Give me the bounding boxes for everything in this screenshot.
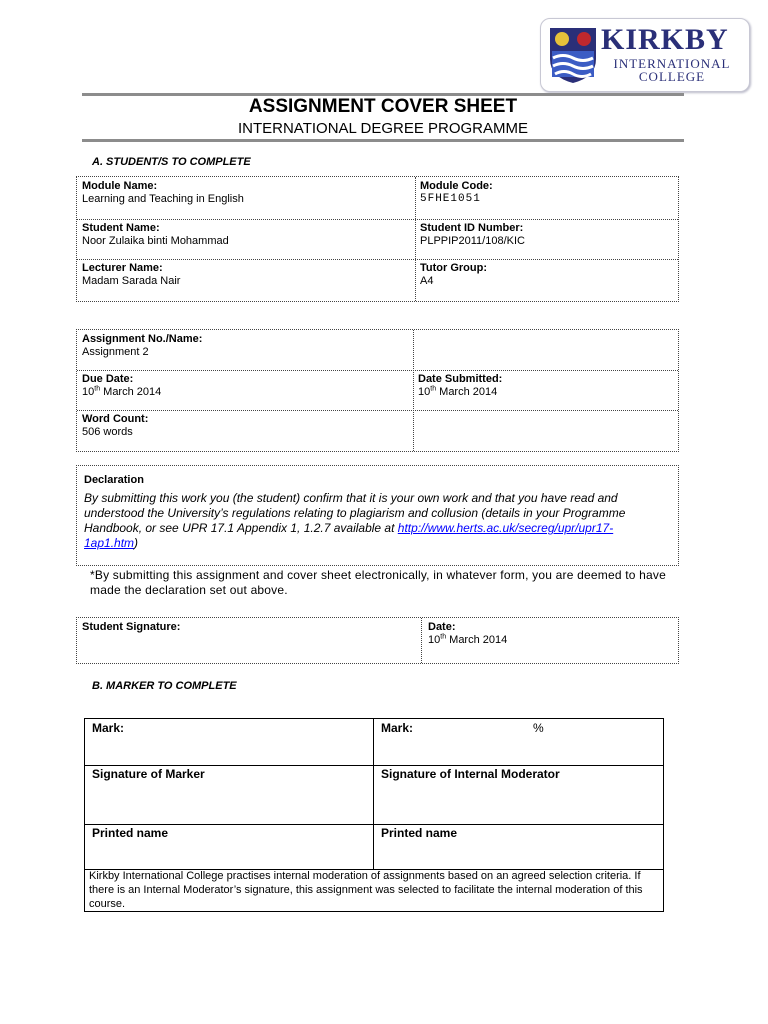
lecturer-cell	[77, 259, 415, 291]
lecturer-value: Madam Sarada Nair	[82, 275, 181, 287]
declaration-box	[76, 465, 679, 566]
student-signature-label: Student Signature:	[82, 621, 181, 633]
tutor-group-cell	[415, 259, 679, 291]
module-code-label: Module Code:	[420, 180, 493, 192]
date-submitted-value: 10th March 2014	[418, 385, 498, 398]
module-code-cell	[415, 177, 679, 209]
bottom-rule	[82, 139, 684, 142]
crest-icon	[547, 25, 599, 85]
signature-date-label: Date:	[428, 621, 456, 633]
module-name-cell	[77, 177, 415, 209]
moderation-note: Kirkby International College practises internal moderation of assignments based on an agreed selection criteria. If there is an Internal Moderator’s signature, this assignment was selected to facilitate the internal moderation of this course.	[89, 870, 643, 910]
student-id-cell	[415, 219, 679, 251]
module-code-value: 5FHE1051	[420, 193, 481, 205]
word-count-label: Word Count:	[82, 413, 149, 425]
tutor-group-label: Tutor Group:	[420, 262, 487, 274]
lecturer-label: Lecturer Name:	[82, 262, 163, 274]
student-id-value: PLPPIP2011/108/KIC	[420, 235, 525, 247]
assignment-name-label: Assignment No./Name:	[82, 333, 203, 345]
module-name-label: Module Name:	[82, 180, 158, 192]
electronic-submission-note: *By submitting this assignment and cover sheet electronically, in whatever form, you are deemed to have made the declaration set out above.	[90, 568, 666, 597]
signature-table	[76, 617, 679, 664]
section-a-heading: A. STUDENT/S TO COMPLETE	[92, 156, 251, 168]
module-name-value: Learning and Teaching in English	[82, 193, 244, 205]
due-date-value: 10th March 2014	[82, 385, 162, 398]
word-count-value: 506 words	[82, 426, 133, 438]
student-name-cell	[77, 219, 415, 251]
declaration-text: By submitting this work you (the student) confirm that it is your own work and that you have read and understood the University’s regulations relating to plagiarism and collusion (details in your Programme Handbook, or see UPR 17.1 Appendix 1, 1.2.7 available at http://www.herts.ac.uk/secreg/upr/upr17-1ap1.htm)	[84, 491, 626, 550]
marker-signature-label: Signature of Marker	[92, 767, 205, 781]
logo-name: KIRKBY	[601, 23, 729, 56]
moderator-signature-label: Signature of Internal Moderator	[381, 767, 560, 781]
assignment-name-cell	[77, 330, 413, 362]
assignment-name-value: Assignment 2	[82, 346, 149, 358]
student-name-value: Noor Zulaika binti Mohammad	[82, 235, 229, 247]
college-logo	[540, 18, 750, 92]
student-id-label: Student ID Number:	[420, 222, 524, 234]
mark-label-left: Mark:	[92, 721, 125, 735]
signature-date-cell	[423, 618, 679, 650]
student-details-table	[76, 176, 679, 302]
mark-label-right: Mark:	[381, 721, 414, 735]
declaration-heading: Declaration	[84, 474, 144, 486]
regulations-link[interactable]: http://www.herts.ac.uk/secreg/upr/upr17-1ap1.htm	[84, 521, 614, 550]
page-title: ASSIGNMENT COVER SHEET	[248, 96, 518, 117]
section-b-heading: B. MARKER TO COMPLETE	[92, 680, 237, 692]
logo-subname: INTERNATIONAL	[613, 56, 731, 71]
tutor-group-value: A4	[420, 275, 434, 287]
assignment-table	[76, 329, 679, 452]
due-date-label: Due Date:	[82, 373, 134, 385]
marker-table	[84, 718, 664, 912]
student-name-label: Student Name:	[82, 222, 160, 234]
printed-name-right: Printed name	[381, 826, 458, 840]
word-count-cell	[77, 410, 413, 442]
due-date-cell	[77, 370, 413, 402]
signature-date-value: 10th March 2014	[428, 633, 508, 646]
declaration-content	[77, 471, 677, 554]
student-signature-cell[interactable]	[77, 618, 421, 637]
page-subtitle: INTERNATIONAL DEGREE PROGRAMME	[237, 120, 529, 137]
mark-percent: %	[533, 721, 544, 735]
date-submitted-cell	[413, 370, 679, 402]
logo-subname: COLLEGE	[638, 69, 706, 84]
printed-name-left: Printed name	[92, 826, 169, 840]
date-submitted-label: Date Submitted:	[418, 373, 503, 385]
